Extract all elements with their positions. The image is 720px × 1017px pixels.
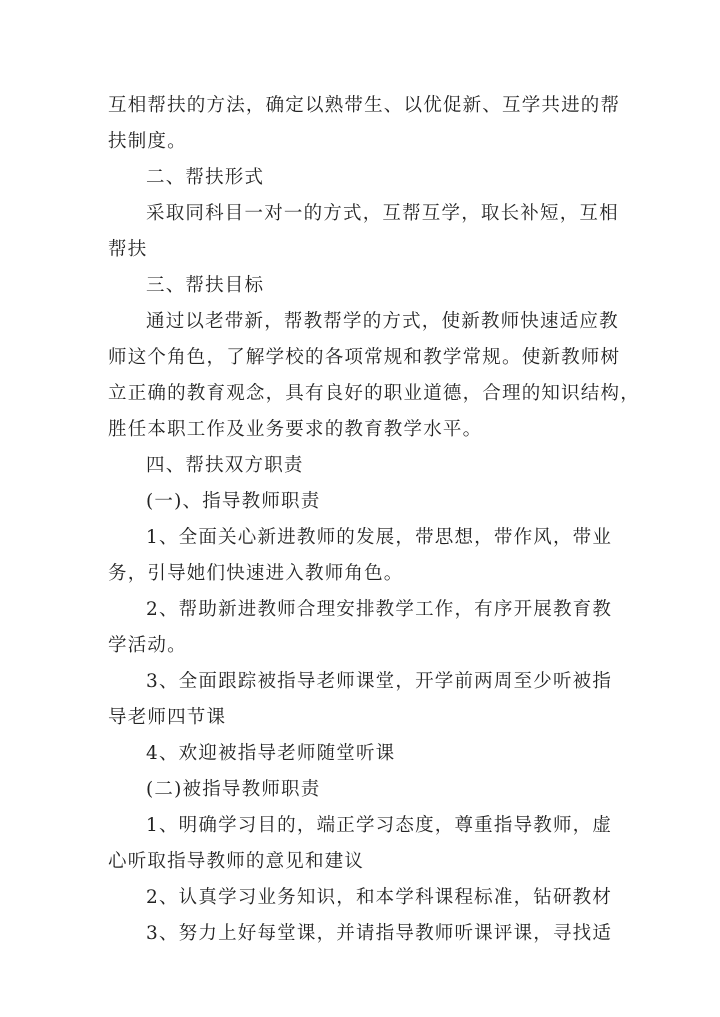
text-line: 通过以老带新，帮教帮学的方式，使新教师快速适应教 <box>146 311 619 332</box>
text-line: 2、认真学习业务知识，和本学科课程标准，钻研教材 <box>146 887 613 908</box>
subsection-heading: (二)被指导教师职责 <box>146 779 321 800</box>
text-line: 2、帮助新进教师合理安排教学工作，有序开展教育教 <box>146 599 613 620</box>
section-heading: 二、帮扶形式 <box>146 167 265 188</box>
text-line: 胜任本职工作及业务要求的教育教学水平。 <box>108 419 483 440</box>
text-line: 务，引导她们快速进入教师角色。 <box>108 563 404 584</box>
text-line: 采取同科目一对一的方式，互帮互学，取长补短，互相 <box>146 203 619 224</box>
text-line: 心听取指导教师的意见和建议 <box>108 851 365 872</box>
text-line: 4、欢迎被指导老师随堂听课 <box>146 743 396 764</box>
text-line: 扶制度。 <box>108 131 187 152</box>
text-line: 互相帮扶的方法，确定以熟带生、以优促新、互学共进的帮 <box>108 95 621 116</box>
text-line: 导老师四节课 <box>108 707 227 728</box>
text-line: 1、全面关心新进教师的发展，带思想，带作风，带业 <box>146 527 613 548</box>
text-line: 3、全面跟踪被指导老师课堂，开学前两周至少听被指 <box>146 671 613 692</box>
section-heading: 三、帮扶目标 <box>146 275 265 296</box>
text-line: 学活动。 <box>108 635 187 656</box>
text-line: 立正确的教育观念，具有良好的职业道德，合理的知识结构， <box>108 383 640 404</box>
text-line: 1、明确学习目的，端正学习态度，尊重指导教师，虚 <box>146 815 613 836</box>
text-line: 师这个角色，了解学校的各项常规和教学常规。使新教师树 <box>108 347 621 368</box>
section-heading: 四、帮扶双方职责 <box>146 455 304 476</box>
text-line: 3、努力上好每堂课，并请指导教师听课评课，寻找适 <box>146 923 613 944</box>
text-line: 帮扶 <box>108 239 148 260</box>
subsection-heading: (一)、指导教师职责 <box>146 491 321 512</box>
